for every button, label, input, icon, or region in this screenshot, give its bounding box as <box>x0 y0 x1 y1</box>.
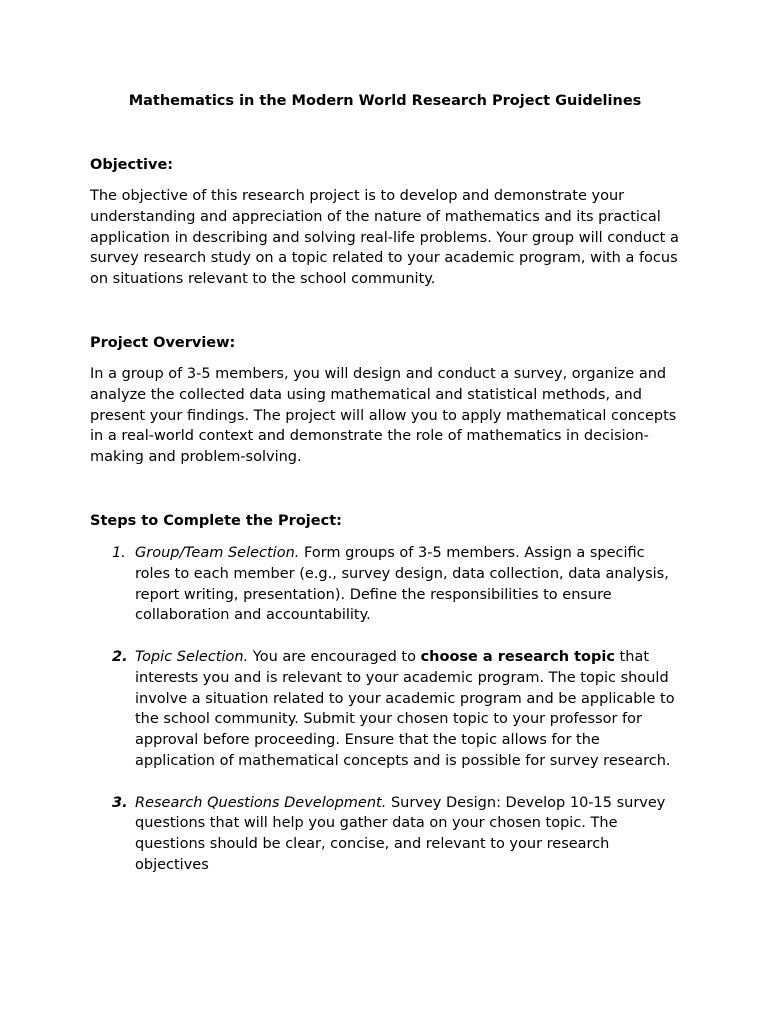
list-item-text: You are encouraged to <box>248 648 421 665</box>
objective-heading: Objective: <box>90 157 174 173</box>
objective-section <box>90 155 680 290</box>
list-item-title: Research Questions Development. <box>135 794 387 811</box>
list-item-emphasis: choose a research topic <box>420 648 615 665</box>
list-item-title: Topic Selection. <box>135 648 249 665</box>
list-item-number: 2. <box>112 648 128 665</box>
document-title: Mathematics in the Modern World Research Project Guidelines <box>128 93 642 109</box>
list-item-text: that interests you and is relevant to your academic program. The topic should involve a situation related to your academic program and be applicable to the school community. Submit your chosen topic to your professor for approval before proceeding. Ensure that the topic allows for the application of mathematical concepts and is possible for survey research. <box>135 648 675 769</box>
list-item-text: Survey Design: Develop 10-15 survey questions that will help you gather data on your chosen topic. The questions should be clear, concise, and relevant to your research objectives <box>135 794 666 873</box>
overview-heading: Project Overview: <box>90 334 236 351</box>
list-item-text: Form groups of 3-5 members. Assign a specific roles to each member (e.g., survey design, data collection, data analysis, report writing, presentation). Define the responsibilities to ensure collaboration and accountability. <box>135 544 669 624</box>
list-item-title: Group/Team Selection. <box>135 544 300 561</box>
list-item <box>90 647 680 772</box>
list-item <box>90 793 680 876</box>
list-item-number: 1. <box>112 544 126 561</box>
objective-text: The objective of this research project is to develop and demonstrate your understanding and appreciation of the nature of mathematics and its practical application in describing and solving real-life problems. Your group will conduct a survey research study on a topic related to your academic program, with a focus on situations relevant to the school community. <box>90 188 679 288</box>
steps-section <box>90 511 680 876</box>
steps-list <box>90 543 680 876</box>
overview-section <box>90 333 680 468</box>
steps-heading: Steps to Complete the Project: <box>90 512 342 529</box>
document-page <box>90 90 680 876</box>
list-item-number: 3. <box>112 794 128 811</box>
list-item <box>90 543 680 626</box>
overview-text: In a group of 3-5 members, you will design and conduct a survey, organize and analyze the collected data using mathematical and statistical methods, and present your findings. The project will allow you to apply mathematical concepts in a real-world context and demonstrate the role of mathematics in decision-making and problem-solving. <box>90 365 677 466</box>
